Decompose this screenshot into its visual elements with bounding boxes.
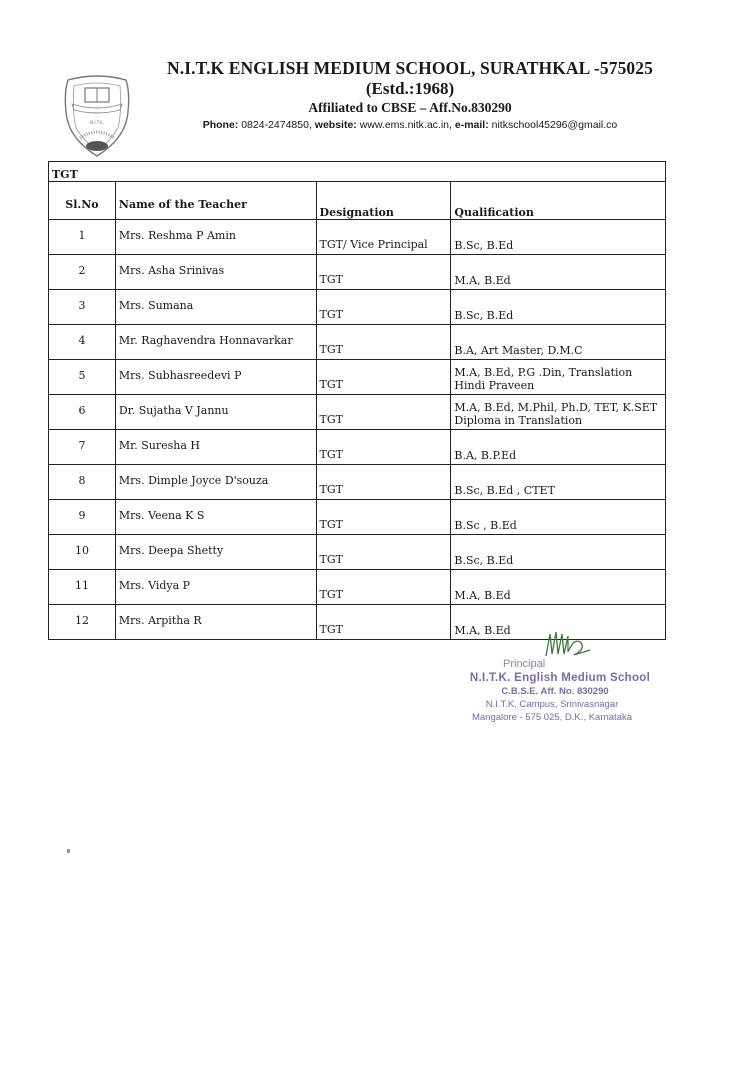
cell-teacher-name: Mr. Raghavendra Honnavarkar — [115, 325, 316, 360]
school-name: N.I.T.K ENGLISH MEDIUM SCHOOL, SURATHKAL -575025 — [167, 58, 653, 78]
cell-designation: TGT — [316, 605, 451, 640]
phone-number: 0824-2474850, — [241, 119, 312, 131]
cell-qualification: B.Sc, B.Ed — [451, 220, 666, 255]
signature-icon — [540, 628, 592, 664]
affiliation: Affiliated to CBSE – Aff.No.830290 — [308, 100, 512, 115]
table-row — [49, 395, 666, 430]
cell-designation: TGT — [316, 570, 451, 605]
cell-teacher-name: Mrs. Subhasreedevi P — [115, 360, 316, 395]
cell-qualification: M.A, B.Ed, P.G .Din, Translation Hindi Praveen — [451, 360, 666, 395]
column-header-qualification: Qualification — [451, 182, 666, 220]
website-link[interactable]: www.ems.nitk.ac.in, — [359, 119, 452, 131]
website-label: website: — [314, 119, 357, 131]
cell-teacher-name: Mrs. Reshma P Amin — [115, 220, 316, 255]
cell-slno: 8 — [49, 465, 116, 500]
contact-line — [140, 119, 680, 131]
cell-slno: 2 — [49, 255, 116, 290]
cell-designation: TGT — [316, 290, 451, 325]
stamp-school-name: N.I.T.K. English Medium School — [469, 672, 651, 684]
table-row — [49, 535, 666, 570]
group-title: TGT — [49, 162, 666, 182]
table-row — [49, 430, 666, 465]
cell-slno: 5 — [49, 360, 116, 395]
cell-teacher-name: Mrs. Dimple Joyce D'souza — [115, 465, 316, 500]
cell-qualification: M.A, B.Ed — [451, 605, 666, 640]
cell-teacher-name: Mrs. Deepa Shetty — [115, 535, 316, 570]
column-header-designation: Designation — [316, 182, 451, 220]
teacher-table — [48, 161, 666, 640]
cell-teacher-name: Mrs. Asha Srinivas — [115, 255, 316, 290]
cell-slno: 4 — [49, 325, 116, 360]
cell-teacher-name: Mrs. Vidya P — [115, 570, 316, 605]
cell-teacher-name: Mrs. Veena K S — [115, 500, 316, 535]
cell-teacher-name: Mrs. Arpitha R — [115, 605, 316, 640]
table-row — [49, 325, 666, 360]
svg-text:N.I.T.K.: N.I.T.K. — [90, 120, 104, 125]
cell-qualification: B.Sc , B.Ed — [451, 500, 666, 535]
cell-slno: 10 — [49, 535, 116, 570]
email-label: e-mail: — [454, 119, 489, 131]
stamp-affiliation: C.B.S.E. Aff. No. 830290 — [501, 686, 609, 697]
stamp-title: Principal — [503, 658, 546, 670]
column-header-row — [49, 182, 666, 220]
cell-qualification: B.Sc, B.Ed , CTET — [451, 465, 666, 500]
cell-designation: TGT — [316, 430, 451, 465]
cell-designation: TGT/ Vice Principal — [316, 220, 451, 255]
cell-slno: 3 — [49, 290, 116, 325]
table-row — [49, 360, 666, 395]
cell-teacher-name: Mrs. Sumana — [115, 290, 316, 325]
table-group-header — [49, 162, 666, 182]
cell-slno: 6 — [49, 395, 116, 430]
cell-designation: TGT — [316, 465, 451, 500]
cell-designation: TGT — [316, 535, 451, 570]
cell-designation: TGT — [316, 325, 451, 360]
cell-slno: 11 — [49, 570, 116, 605]
table-row — [49, 255, 666, 290]
cell-designation: TGT — [316, 360, 451, 395]
cell-qualification: M.A, B.Ed, M.Phil, Ph.D, TET, K.SET Diploma in Translation — [451, 395, 666, 430]
stamp-address: Mangalore - 575 025, D.K., Karnataka — [471, 712, 632, 723]
table-row — [49, 465, 666, 500]
scan-speck — [67, 849, 70, 853]
phone-label: Phone: — [202, 119, 239, 131]
cell-slno: 7 — [49, 430, 116, 465]
stamp-campus: N.I.T.K. Campus, Srinivasnagar — [485, 699, 619, 710]
cell-qualification: M.A, B.Ed — [451, 570, 666, 605]
cell-teacher-name: Mr. Suresha H — [115, 430, 316, 465]
established-year: (Estd.:1968) — [365, 79, 455, 98]
email-link[interactable]: nitkschool45296@gmail.co — [491, 119, 618, 131]
cell-qualification: B.A, B.P.Ed — [451, 430, 666, 465]
school-crest-icon — [58, 72, 136, 160]
table-row — [49, 570, 666, 605]
cell-designation: TGT — [316, 395, 451, 430]
table-row — [49, 290, 666, 325]
cell-teacher-name: Dr. Sujatha V Jannu — [115, 395, 316, 430]
table-row — [49, 220, 666, 255]
cell-designation: TGT — [316, 255, 451, 290]
cell-qualification: B.Sc, B.Ed — [451, 535, 666, 570]
column-header-slno: Sl.No — [49, 182, 116, 220]
cell-qualification: M.A, B.Ed — [451, 255, 666, 290]
cell-qualification: B.Sc, B.Ed — [451, 290, 666, 325]
cell-designation: TGT — [316, 500, 451, 535]
cell-slno: 9 — [49, 500, 116, 535]
cell-qualification: B.A, Art Master, D.M.C — [451, 325, 666, 360]
cell-slno: 1 — [49, 220, 116, 255]
table-row — [49, 500, 666, 535]
cell-slno: 12 — [49, 605, 116, 640]
column-header-name: Name of the Teacher — [115, 182, 316, 220]
